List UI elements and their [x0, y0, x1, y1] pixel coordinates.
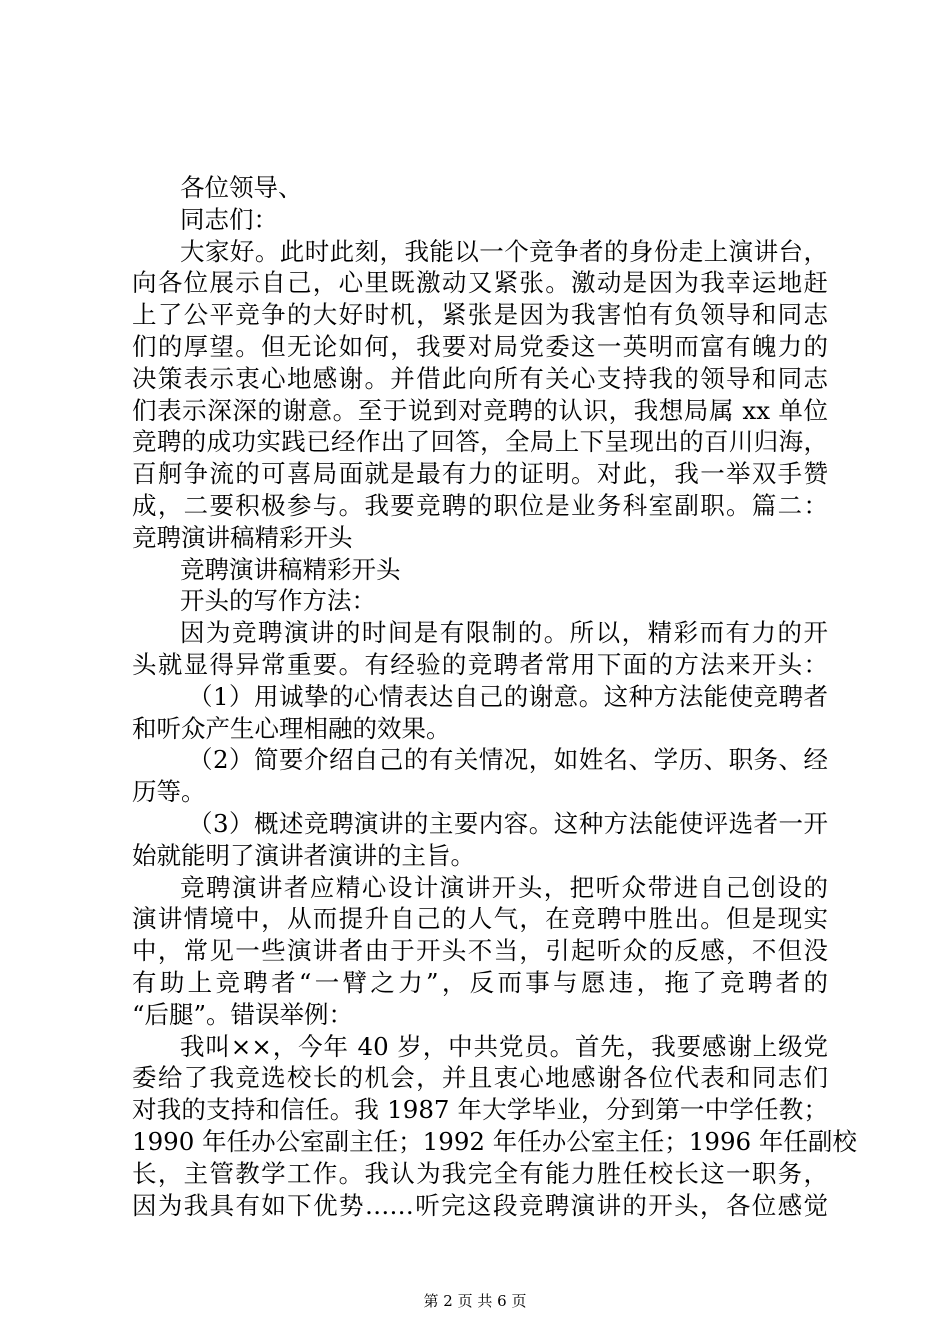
text-line: 百舸争流的可喜局面就是最有力的证明。对此，我一举双手赞: [132, 459, 828, 489]
text-line: 决策表示衷心地感谢。并借此向所有关心支持我的领导和同志: [132, 363, 828, 393]
text-line: 1990 年任办公室副主任；1992 年任办公室主任；1996 年任副校: [132, 1126, 857, 1156]
text-line: 头就显得异常重要。有经验的竞聘者常用下面的方法来开头：: [132, 649, 828, 679]
text-line: 开头的写作方法：: [180, 586, 376, 616]
text-line: 向各位展示自己，心里既激动又紧张。激动是因为我幸运地赶: [132, 268, 828, 298]
text-line: （1）用诚挚的心情表达自己的谢意。这种方法能使竞聘者: [188, 681, 828, 711]
text-line: 我叫××，今年 40 岁，中共党员。首先，我要感谢上级党: [180, 1031, 828, 1061]
text-line: 始就能明了演讲者演讲的主旨。: [132, 840, 475, 870]
text-line: 演讲情境中，从而提升自己的人气，在竞聘中胜出。但是现实: [132, 904, 828, 934]
text-line: 委给了我竞选校长的机会，并且衷心地感谢各位代表和同志们: [132, 1063, 828, 1093]
text-line: 中，常见一些演讲者由于开头不当，引起听众的反感，不但没: [132, 936, 828, 966]
text-line: 竞聘演讲者应精心设计演讲开头，把听众带进自己创设的: [180, 872, 828, 902]
text-line: 们的厚望。但无论如何，我要对局党委这一英明而富有魄力的: [132, 331, 828, 361]
text-line: 成，二要积极参与。我要竞聘的职位是业务科室副职。篇二：: [132, 490, 828, 520]
text-line: 竞聘的成功实践已经作出了回答，全局上下呈现出的百川归海，: [132, 427, 828, 457]
text-line: 对我的支持和信任。我 1987 年大学毕业，分到第一中学任教；: [132, 1095, 828, 1125]
text-line: 们表示深深的谢意。至于说到对竞聘的认识，我想局属 xx 单位: [132, 395, 828, 425]
text-line: （2）简要介绍自己的有关情况，如姓名、学历、职务、经: [188, 745, 828, 775]
text-line: 竞聘演讲稿精彩开头: [132, 522, 353, 552]
text-line: 同志们：: [180, 204, 278, 234]
text-line: （3）概述竞聘演讲的主要内容。这种方法能使评选者一开: [188, 808, 828, 838]
text-line: 竞聘演讲稿精彩开头: [180, 554, 401, 584]
page-number-footer: 第 2 页 共 6 页: [423, 1292, 527, 1310]
text-line: 长，主管教学工作。我认为我完全有能力胜任校长这一职务，: [132, 1158, 828, 1188]
text-line: 上了公平竞争的大好时机，紧张是因为我害怕有负领导和同志: [132, 300, 828, 330]
text-line: 历等。: [132, 777, 206, 807]
text-line: 各位领导、: [180, 173, 303, 202]
text-line: 和听众产生心理相融的效果。: [132, 713, 451, 743]
text-line: 因为我具有如下优势……听完这段竞聘演讲的开头，各位感觉: [132, 1190, 828, 1220]
text-line: 因为竞聘演讲的时间是有限制的。所以，精彩而有力的开: [180, 618, 828, 648]
document-body: [132, 172, 857, 1221]
text-line: 大家好。此时此刻，我能以一个竞争者的身份走上演讲台，: [180, 236, 828, 266]
text-line: 有助上竞聘者“一臂之力”，反而事与愿违，拖了竞聘者的: [132, 967, 828, 997]
text-line: “后腿”。错误举例：: [132, 999, 354, 1029]
